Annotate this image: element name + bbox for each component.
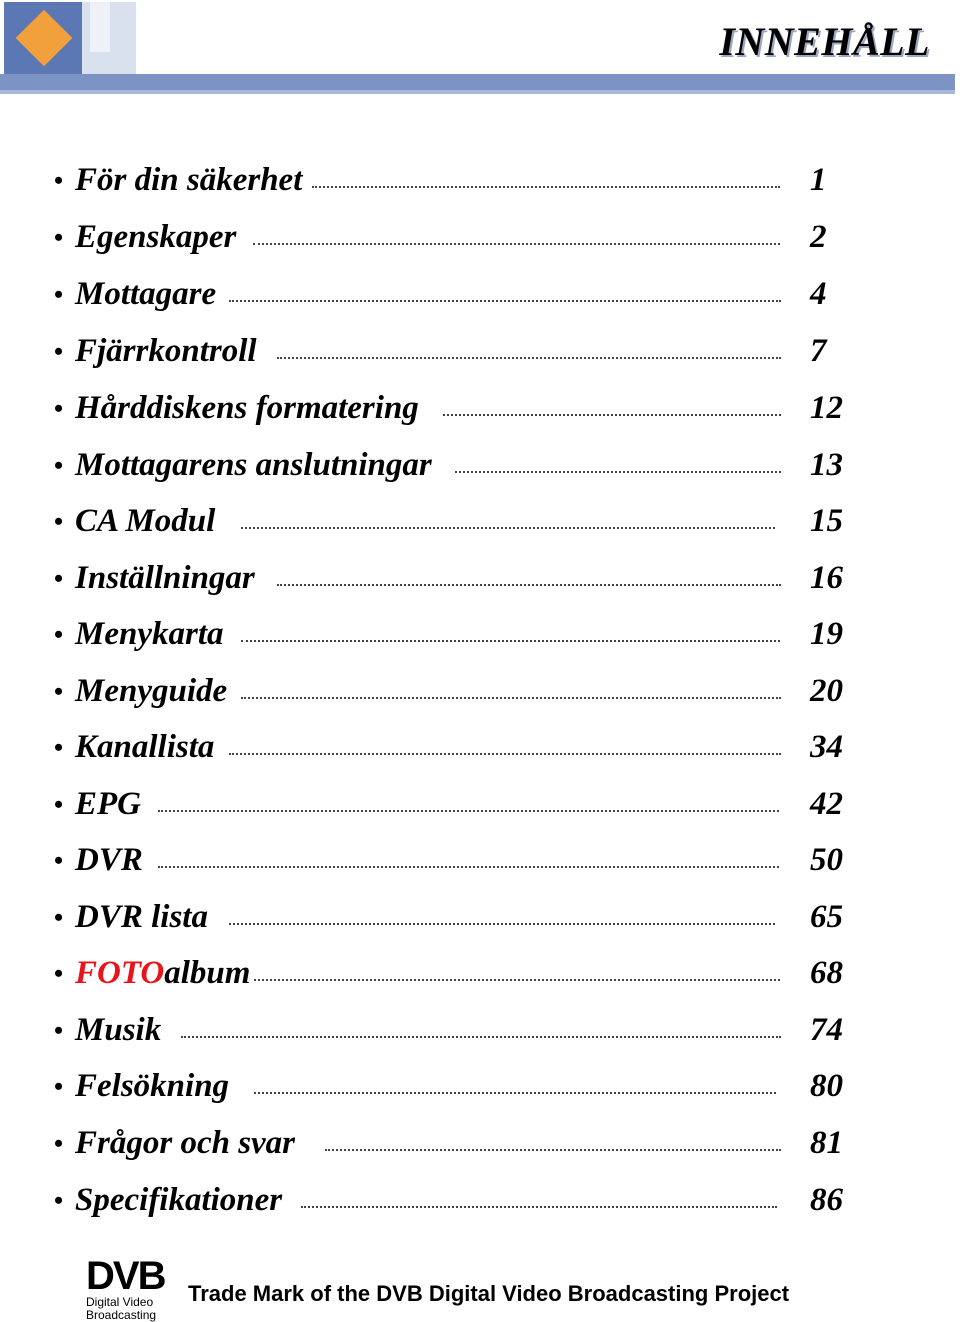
toc-entry[interactable] bbox=[0, 729, 960, 779]
logo-accent-inner bbox=[90, 2, 110, 52]
dot-leader bbox=[158, 866, 779, 868]
toc-entry-page-number: 42 bbox=[810, 786, 843, 822]
toc-entry-page-number: 19 bbox=[810, 616, 843, 652]
toc-entry[interactable] bbox=[0, 162, 960, 212]
toc-entry-label: För din säkerhet bbox=[75, 162, 303, 198]
dvb-logo-line2: Broadcasting bbox=[86, 1308, 157, 1322]
toc-entry-page-number: 16 bbox=[810, 560, 843, 596]
dot-leader bbox=[229, 300, 781, 302]
toc-entry-label: Felsökning bbox=[75, 1068, 230, 1104]
toc-entry-page-number: 34 bbox=[810, 729, 843, 765]
dot-leader bbox=[241, 640, 780, 642]
bullet-icon: • bbox=[54, 846, 64, 875]
bullet-icon: • bbox=[54, 903, 64, 932]
dot-leader bbox=[455, 471, 781, 473]
toc-entry[interactable] bbox=[0, 560, 960, 610]
toc-entry-page-number: 15 bbox=[810, 503, 843, 539]
page-header bbox=[0, 0, 960, 95]
trademark-note: Trade Mark of the DVB Digital Video Broadcasting Project bbox=[188, 1281, 790, 1306]
dot-leader bbox=[253, 243, 780, 245]
toc-entry[interactable] bbox=[0, 899, 960, 949]
toc-entry-page-number: 81 bbox=[810, 1125, 843, 1161]
toc-entry-label: DVR bbox=[75, 842, 143, 878]
toc-entry[interactable] bbox=[0, 503, 960, 553]
toc-entry-page-number: 80 bbox=[810, 1068, 843, 1104]
toc-entry-page-number: 68 bbox=[810, 955, 843, 991]
toc-entry-label: Musik bbox=[75, 1012, 162, 1048]
dot-leader bbox=[241, 527, 775, 529]
toc-entry-label: Kanallista bbox=[75, 729, 215, 765]
bullet-icon: • bbox=[54, 564, 64, 593]
diamond-icon bbox=[16, 10, 73, 67]
bullet-icon: • bbox=[54, 507, 64, 536]
dot-leader bbox=[158, 810, 779, 812]
toc-entry-page-number: 50 bbox=[810, 842, 843, 878]
dvb-logo-caption bbox=[86, 1296, 156, 1322]
toc-entry[interactable] bbox=[0, 219, 960, 269]
dot-leader bbox=[443, 414, 781, 416]
toc-entry[interactable] bbox=[0, 673, 960, 723]
toc-entry-label bbox=[75, 955, 250, 992]
dot-leader bbox=[325, 1149, 781, 1151]
toc-entry-label: EPG bbox=[75, 786, 141, 822]
corner-logo bbox=[4, 2, 82, 74]
toc-entry-page-number: 1 bbox=[810, 162, 827, 198]
dvb-logo-line1: Digital Video bbox=[86, 1295, 154, 1309]
toc-entry[interactable] bbox=[0, 1182, 960, 1232]
toc-entry-page-number: 74 bbox=[810, 1012, 843, 1048]
toc-entry-label: Menyguide bbox=[75, 673, 228, 709]
toc-entry-label: Mottagare bbox=[75, 276, 217, 312]
bullet-icon: • bbox=[54, 1072, 64, 1101]
dvb-logo bbox=[86, 1256, 166, 1322]
bullet-icon: • bbox=[54, 166, 64, 195]
toc-entry-page-number: 86 bbox=[810, 1182, 843, 1218]
dot-leader bbox=[241, 697, 781, 699]
dot-leader bbox=[229, 923, 775, 925]
toc-entry-label: Specifikationer bbox=[75, 1182, 283, 1218]
header-bar-shade bbox=[0, 90, 955, 94]
toc-entry-page-number: 20 bbox=[810, 673, 843, 709]
toc-entry-page-number: 65 bbox=[810, 899, 843, 935]
bullet-icon: • bbox=[54, 280, 64, 309]
toc-entry[interactable] bbox=[0, 1125, 960, 1175]
toc-entry[interactable] bbox=[0, 276, 960, 326]
dot-leader bbox=[254, 1092, 776, 1094]
toc-entry[interactable] bbox=[0, 390, 960, 440]
toc-entry[interactable] bbox=[0, 616, 960, 666]
toc-entry-label: Hårddiskens formatering bbox=[75, 390, 419, 426]
toc-entry-label: Fjärrkontroll bbox=[75, 333, 257, 369]
bullet-icon: • bbox=[54, 451, 64, 480]
toc-entry-label: Inställningar bbox=[75, 560, 255, 596]
bullet-icon: • bbox=[54, 1129, 64, 1158]
toc-entry[interactable] bbox=[0, 1068, 960, 1118]
toc-entry-page-number: 7 bbox=[810, 333, 827, 369]
toc-entry-label: Frågor och svar bbox=[75, 1125, 296, 1161]
dot-leader bbox=[229, 753, 781, 755]
dot-leader bbox=[181, 1036, 781, 1038]
bullet-icon: • bbox=[54, 1016, 64, 1045]
toc-entry-page-number: 13 bbox=[810, 447, 843, 483]
toc-entry-page-number: 12 bbox=[810, 390, 843, 426]
bullet-icon: • bbox=[54, 677, 64, 706]
bullet-icon: • bbox=[54, 1186, 64, 1215]
toc-entry[interactable] bbox=[0, 786, 960, 836]
dot-leader bbox=[301, 1206, 777, 1208]
bullet-icon: • bbox=[54, 223, 64, 252]
toc-entry-page-number: 2 bbox=[810, 219, 827, 255]
toc-entry-label: CA Modul bbox=[75, 503, 216, 539]
dot-leader bbox=[312, 186, 780, 188]
toc-entry-label-rest: album bbox=[164, 955, 251, 991]
bullet-icon: • bbox=[54, 337, 64, 366]
dot-leader bbox=[254, 979, 780, 981]
dvb-logo-mark: DVB bbox=[86, 1254, 165, 1298]
dot-leader bbox=[277, 357, 781, 359]
toc-entry[interactable] bbox=[0, 447, 960, 497]
toc-entry-label: DVR lista bbox=[75, 899, 208, 935]
page-title: INNEHÅLL bbox=[719, 19, 930, 64]
toc-entry[interactable] bbox=[0, 333, 960, 383]
bullet-icon: • bbox=[54, 394, 64, 423]
bullet-icon: • bbox=[54, 733, 64, 762]
bullet-icon: • bbox=[54, 959, 64, 988]
header-bar bbox=[0, 74, 955, 90]
toc-entry-label-highlight: FOTO bbox=[75, 955, 165, 991]
bullet-icon: • bbox=[54, 620, 64, 649]
toc-entry-label: Egenskaper bbox=[75, 219, 237, 255]
toc-entry[interactable] bbox=[0, 1012, 960, 1062]
toc-entry[interactable] bbox=[0, 955, 960, 1005]
toc-entry-label: Menykarta bbox=[75, 616, 224, 652]
toc-entry-page-number: 4 bbox=[810, 276, 827, 312]
toc-entry-label: Mottagarens anslutningar bbox=[75, 447, 432, 483]
bullet-icon: • bbox=[54, 790, 64, 819]
toc-entry[interactable] bbox=[0, 842, 960, 892]
dot-leader bbox=[277, 584, 781, 586]
